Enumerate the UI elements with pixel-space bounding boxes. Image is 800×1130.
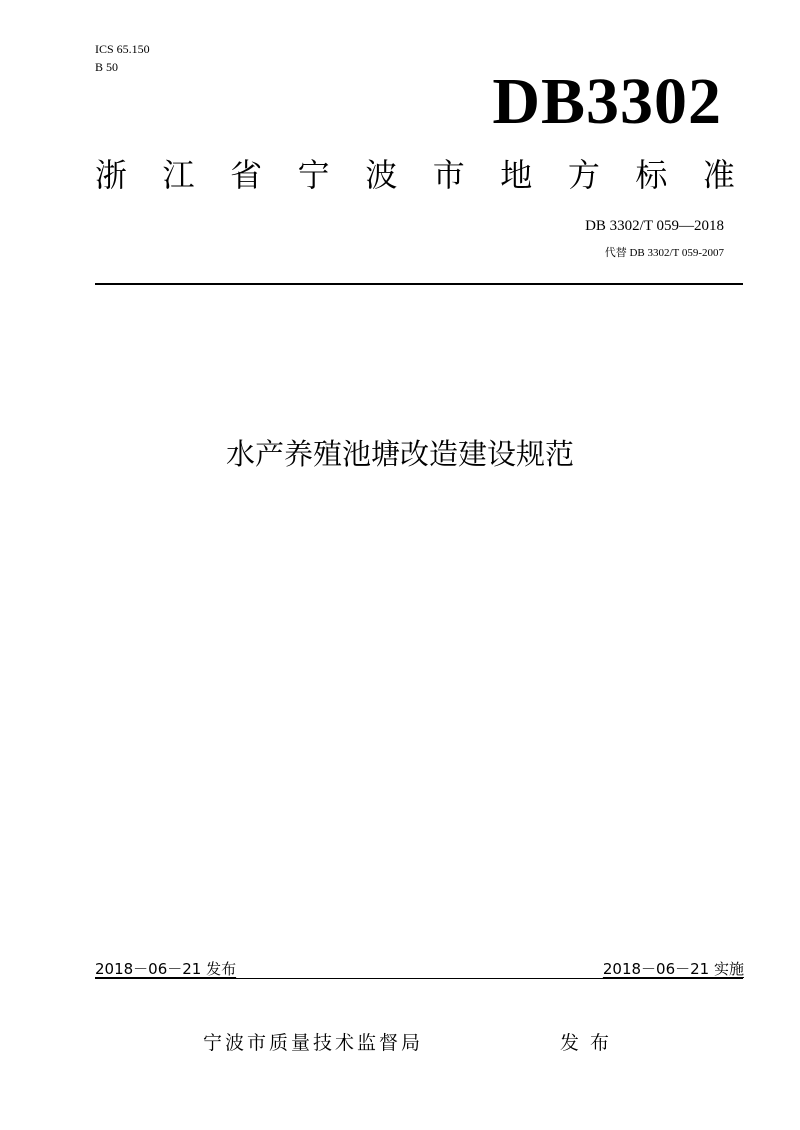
replaces-note: 代替 DB 3302/T 059-2007 — [604, 247, 724, 259]
standard-type-char: 江 — [162, 156, 195, 194]
ccs-code: B 50 — [95, 60, 119, 74]
standard-type-char: 浙 — [95, 156, 128, 194]
standard-type-char: 波 — [365, 156, 398, 194]
publisher-name: 宁波市质量技术监督局 — [203, 1032, 424, 1054]
classification-codes — [95, 40, 150, 76]
standard-type — [95, 152, 735, 198]
document-title: 水产养殖池塘改造建设规范 — [225, 437, 574, 471]
standard-type-char: 标 — [635, 156, 668, 194]
issue-date: 2018－06－21 发布 — [95, 960, 237, 978]
footer-divider — [95, 978, 743, 979]
standard-number: DB 3302/T 059—2018 — [585, 218, 724, 234]
header-divider — [95, 283, 743, 285]
publish-label: 发布 — [560, 1032, 621, 1054]
implement-date: 2018－06－21 实施 — [602, 960, 744, 978]
standard-type-char: 地 — [500, 156, 533, 194]
standard-type-char: 市 — [432, 156, 465, 194]
standard-type-char: 准 — [702, 156, 735, 194]
standard-type-char: 省 — [230, 156, 263, 194]
standard-type-char: 宁 — [297, 156, 330, 194]
ics-code: ICS 65.150 — [95, 42, 150, 56]
standard-code: DB3302 — [492, 65, 722, 138]
standard-type-char: 方 — [567, 156, 600, 194]
